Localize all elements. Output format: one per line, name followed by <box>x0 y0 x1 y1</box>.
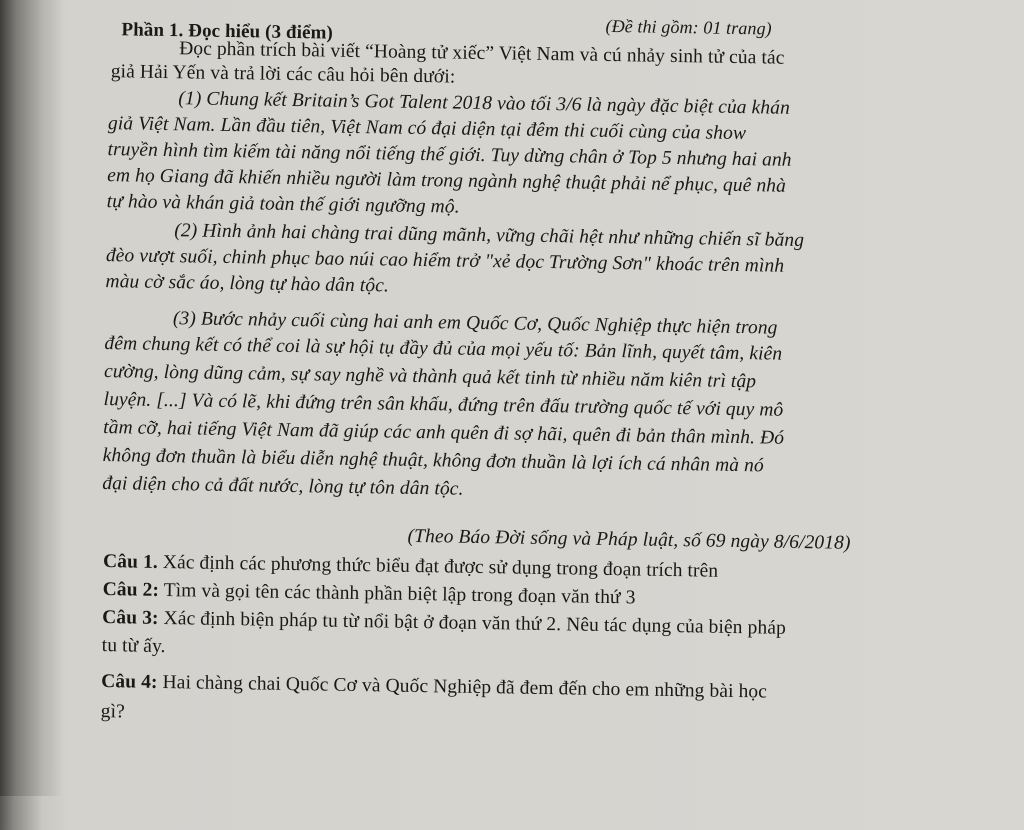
p1-line-4: em họ Giang đã khiến nhiều người làm trong ngành nghệ thuật phải nể phục, quê nhà <box>106 165 787 197</box>
question-1-text: Xác định các phương thức biểu đạt được sử dụng trong đoạn trích trên <box>162 552 719 582</box>
p2-line-1: (2) Hình ảnh hai chàng trai dũng mãnh, vững chãi hệt như những chiến sĩ băng <box>174 220 805 252</box>
p3-line-6: không đơn thuần là biểu diễn nghệ thuật, không đơn thuần là lợi ích cá nhân mà nó <box>102 445 764 477</box>
question-1 <box>103 551 718 583</box>
question-3-text: Xác định biện pháp tu từ nổi bật ở đoạn văn thứ 2. Nêu tác dụng của biện pháp <box>163 608 787 639</box>
intro-line-1: Đọc phần trích bài viết “Hoàng tử xiếc” Việt Nam và cú nhảy sinh tử của tác <box>178 38 785 69</box>
question-4-continued: gì? <box>100 701 126 723</box>
p3-line-3: cường, lòng dũng cảm, sự say nghề và thành quả kết tinh từ nhiều năm kiên trì tập <box>103 361 757 393</box>
question-4 <box>101 671 767 703</box>
p3-line-2: đêm chung kết có thể coi là sự hội tụ đầy đủ của mọi yếu tố: Bản lĩnh, quyết tâm, kiên <box>104 333 783 365</box>
question-4-label: Câu 4: <box>101 671 158 693</box>
question-3-continued: tu từ ấy. <box>101 635 166 658</box>
p3-line-7: đại diện cho cả đất nước, lòng tự tôn dân tộc. <box>102 473 464 500</box>
intro-line-2: giả Hải Yến và trả lời các câu hỏi bên dưới: <box>110 61 456 88</box>
p1-line-1: (1) Chung kết Britain’s Got Talent 2018 vào tối 3/6 là ngày đặc biệt của khán <box>178 88 791 119</box>
question-3-label: Câu 3: <box>102 607 159 629</box>
section-heading: Phần 1. Đọc hiểu (3 điểm) <box>121 19 334 44</box>
question-1-label: Câu 1. <box>102 551 159 573</box>
question-2-label: Câu 2: <box>102 579 160 601</box>
p2-line-3: màu cờ sắc áo, lòng tự hào dân tộc. <box>105 271 390 297</box>
exam-page <box>27 0 1024 830</box>
p3-line-4: luyện. [...] Và có lẽ, khi đứng trên sân khấu, đứng trên đấu trường quốc tế với quy mô <box>103 389 784 421</box>
p3-line-5: tầm cỡ, hai tiếng Việt Nam đã giúp các anh quên đi sợ hãi, quên đi bản thân mình. Đó <box>103 417 785 449</box>
page-count-note: (Đề thi gồm: 01 trang) <box>605 15 772 39</box>
source-citation: (Theo Báo Đời sống và Pháp luật, số 69 ngày 8/6/2018) <box>407 525 851 554</box>
p3-line-1: (3) Bước nhảy cuối cùng hai anh em Quốc Cơ, Quốc Nghiệp thực hiện trong <box>172 308 778 339</box>
p1-line-5: tự hào và khán giả toàn thế giới ngưỡng mộ. <box>106 191 460 218</box>
p1-line-2: giả Việt Nam. Lần đầu tiên, Việt Nam có đại diện tại đêm thi cuối cùng của show <box>107 113 747 145</box>
p1-line-3: truyền hình tìm kiếm tài năng nổi tiếng thế giới. Tuy dừng chân ở Top 5 nhưng hai anh <box>107 139 792 171</box>
question-2 <box>102 579 635 609</box>
question-2-text: Tìm và gọi tên các thành phần biệt lập trong đoạn văn thứ 3 <box>163 580 636 609</box>
question-3 <box>102 607 786 640</box>
p2-line-2: đèo vượt suối, chinh phục bao núi cao hiểm trở "xẻ dọc Trường Sơn" khoác trên mình <box>105 245 785 277</box>
question-4-text: Hai chàng chai Quốc Cơ và Quốc Nghiệp đã đem đến cho em những bài học <box>162 672 768 703</box>
